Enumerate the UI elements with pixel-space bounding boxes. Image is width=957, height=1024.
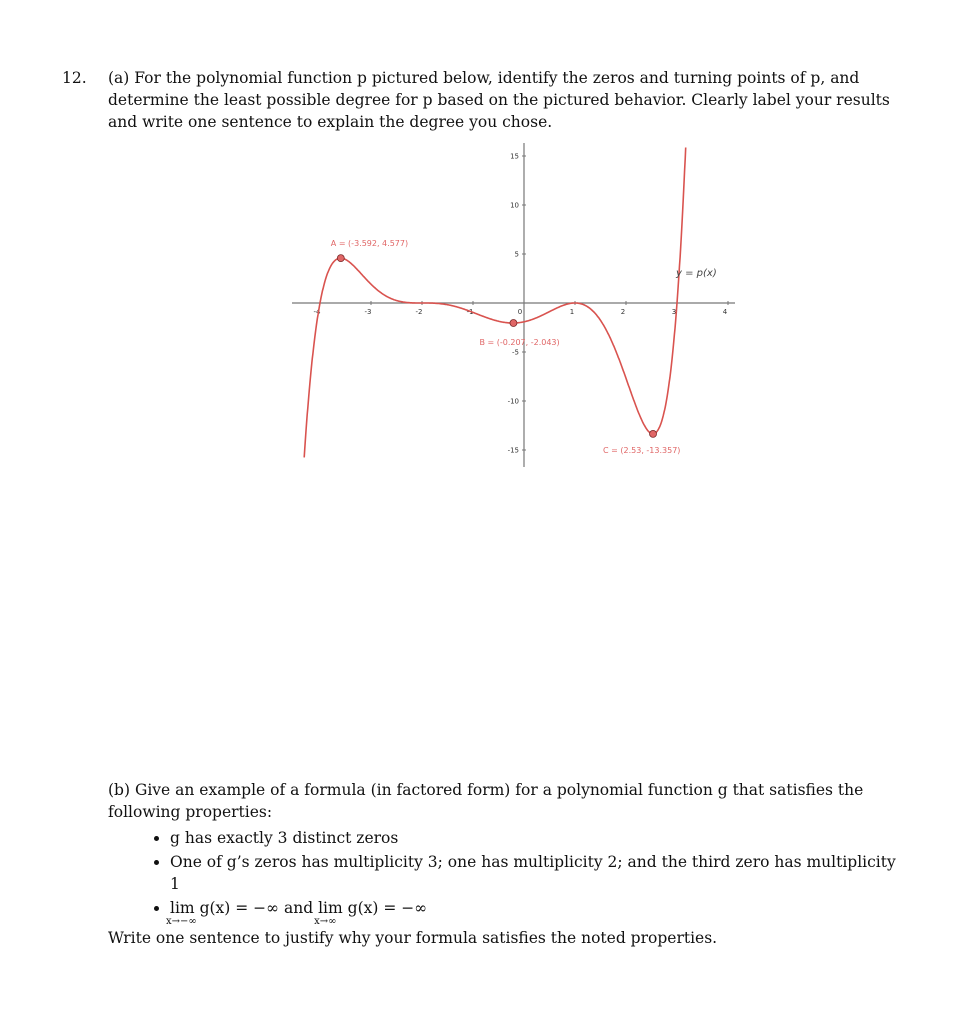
turning-point-label: C = (2.53, -13.357) [603, 445, 681, 455]
turning-point-label: B = (-0.207, -2.043) [479, 338, 560, 348]
limit-word: lim [318, 899, 343, 917]
x-tick-label: -1 [466, 308, 474, 316]
limit-subscript: x→−∞ [166, 916, 197, 927]
x-tick-label: -3 [364, 308, 372, 316]
limit-expression: g(x) = −∞ and [199, 899, 314, 917]
x-tick-label: 2 [620, 308, 626, 316]
property-item: • g has exactly 3 distinct zeros [170, 827, 898, 849]
y-tick-label: 5 [514, 250, 519, 259]
turning-point-marker [650, 430, 657, 437]
x-tick-label: 4 [722, 308, 728, 316]
part-b-prompt [108, 779, 898, 949]
turning-point-marker [337, 255, 344, 262]
limit-word: lim [170, 899, 195, 917]
property-item: • One of g’s zeros has multiplicity 3; one has multiplicity 2; and the third zero has multiplicity 1 [170, 851, 898, 895]
x-tick-label: -4 [313, 308, 321, 316]
turning-point-label: A = (-3.592, 4.577) [330, 239, 409, 249]
turning-point-marker [510, 320, 517, 327]
problem-number: 12. [62, 69, 87, 87]
part-b-intro: (b) Give an example of a formula (in factored form) for a polynomial function g that satisfies the following properties: [108, 781, 864, 821]
x-tick-label: 0 [517, 308, 523, 316]
y-tick-label: -5 [512, 348, 519, 357]
turning-points [331, 239, 681, 455]
y-tick-label: -15 [507, 446, 519, 455]
x-tick-label: 3 [671, 308, 677, 316]
property-item-limits [166, 897, 898, 927]
axes [292, 143, 735, 467]
limit-subscript: x→∞ [314, 916, 337, 927]
y-tick-label: 10 [510, 201, 519, 210]
x-tick-label: -2 [415, 308, 423, 316]
y-tick-label: -10 [507, 397, 519, 406]
curve-label: y = p(x) [676, 268, 717, 279]
closing-instruction: Write one sentence to justify why your formula satisfies the noted properties. [108, 929, 718, 947]
y-tick-label: 15 [510, 152, 519, 161]
property-list [108, 827, 898, 927]
limit-expression: g(x) = −∞ [347, 899, 428, 917]
part-a-text: (a) For the polynomial function p pictured below, identify the zeros and turning points of p, and determine the least possible degree for p based on the pictured behavior. Clearly label your results and write one sentence to explain the degree you chose. [108, 69, 890, 131]
x-tick-label: 1 [569, 308, 575, 316]
